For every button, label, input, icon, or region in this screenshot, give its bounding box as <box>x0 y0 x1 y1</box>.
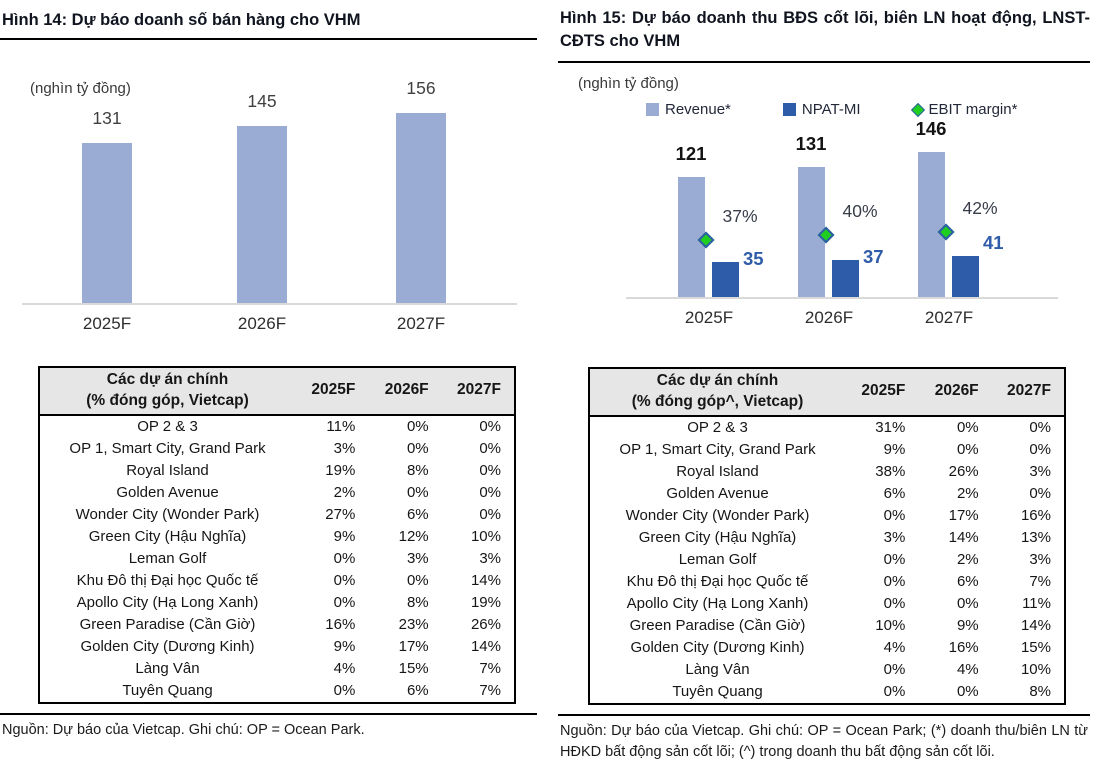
bar-group-2027F <box>879 63 1019 327</box>
table-row <box>39 482 515 504</box>
ebit-margin-label: 37% <box>722 206 758 226</box>
value-cell: 10% <box>1020 661 1051 678</box>
footer-rule <box>558 714 1090 716</box>
legend-label: EBIT margin* <box>928 101 1018 118</box>
table-row <box>39 526 515 548</box>
value-cell: 16% <box>325 616 356 633</box>
project-cell: Green City (Hậu Nghĩa) <box>638 529 797 546</box>
figure-14 <box>0 0 537 780</box>
npat-bar <box>952 256 979 297</box>
table-row <box>589 416 1065 439</box>
project-cell: Golden City (Dương Kinh) <box>630 639 805 656</box>
project-cell: OP 2 & 3 <box>687 419 748 436</box>
ebit-margin-label: 40% <box>842 201 878 221</box>
project-cell: Làng Vân <box>685 661 750 678</box>
table-body <box>589 416 1065 704</box>
value-cell: 10% <box>875 617 906 634</box>
header-line1: Các dự án chính <box>106 371 229 388</box>
value-cell: 31% <box>875 419 906 436</box>
project-cell: Golden Avenue <box>666 485 769 502</box>
sales-bar <box>82 143 132 303</box>
revenue-value-label: 146 <box>915 118 947 139</box>
axis-unit-label: (nghìn tỷ đồng) <box>578 75 679 92</box>
table-row <box>39 636 515 658</box>
value-cell: 3% <box>479 550 501 567</box>
project-cell: Leman Golf <box>678 551 757 568</box>
table-row <box>589 483 1065 505</box>
year-column-header: 2027F <box>992 368 1065 416</box>
value-cell: 0% <box>406 484 429 501</box>
x-axis-label: 2026F <box>237 314 287 333</box>
project-cell: Tuyên Quang <box>122 682 213 699</box>
value-cell: 0% <box>406 572 429 589</box>
table-row <box>39 658 515 680</box>
table-header-row <box>589 368 1065 416</box>
table-row <box>39 614 515 636</box>
value-cell: 16% <box>1020 507 1051 524</box>
npat-bar <box>832 260 859 297</box>
value-cell: 6% <box>956 573 979 590</box>
year-column-header: 2027F <box>442 367 515 415</box>
value-cell: 19% <box>325 462 356 479</box>
value-cell: 0% <box>1029 441 1051 458</box>
revenue-bar <box>918 152 945 297</box>
project-cell: Khu Đô thị Đại học Quốc tế <box>76 572 259 589</box>
value-cell: 26% <box>948 463 979 480</box>
project-cell: Wonder City (Wonder Park) <box>625 507 810 524</box>
project-cell: Green City (Hậu Nghĩa) <box>88 528 247 545</box>
source-note: Nguồn: Dự báo của Vietcap. Ghi chú: OP = Ocean Park; (*) doanh thu/biên LN từ HĐKD bất động sản cốt lõi; (^) trong doanh thu bất động sản cốt lõi. <box>560 723 1088 760</box>
value-cell: 10% <box>470 528 501 545</box>
value-cell: 3% <box>1029 463 1051 480</box>
value-cell: 0% <box>956 595 979 612</box>
value-cell: 6% <box>406 506 429 523</box>
source-note: Nguồn: Dự báo của Vietcap. Ghi chú: OP = Ocean Park. <box>2 722 365 738</box>
project-column-header <box>589 368 845 416</box>
value-cell: 0% <box>333 682 356 699</box>
value-cell: 7% <box>479 660 501 677</box>
value-cell: 0% <box>1029 419 1051 436</box>
value-cell: 4% <box>883 639 906 656</box>
x-axis-label: 2027F <box>924 308 974 327</box>
project-column-header <box>39 367 295 415</box>
revenue-value-label: 131 <box>795 133 827 154</box>
project-cell: Green Paradise (Cần Giờ) <box>79 616 256 633</box>
figure-14-plot-area <box>22 40 517 333</box>
table-row <box>589 505 1065 527</box>
year-column-header: 2026F <box>368 367 441 415</box>
table-header-row <box>39 367 515 415</box>
project-cell: OP 2 & 3 <box>137 418 198 435</box>
value-cell: 0% <box>956 419 979 436</box>
table-row <box>39 570 515 592</box>
project-cell: Leman Golf <box>128 550 207 567</box>
npat-value-label: 35 <box>743 248 764 269</box>
table-row <box>589 571 1065 593</box>
value-cell: 6% <box>406 682 429 699</box>
value-cell: 19% <box>470 594 501 611</box>
project-cell: Khu Đô thị Đại học Quốc tế <box>626 573 809 590</box>
project-cell: Tuyên Quang <box>672 683 763 700</box>
value-cell: 14% <box>948 529 979 546</box>
revenue-value-label: 121 <box>675 143 707 164</box>
npat-value-label: 37 <box>863 246 884 267</box>
figure-15-plot-area <box>626 63 1058 327</box>
table-row <box>589 637 1065 659</box>
figure-14-table <box>38 366 516 704</box>
project-cell: Green Paradise (Cần Giờ) <box>629 617 806 634</box>
value-cell: 0% <box>883 595 906 612</box>
value-cell: 9% <box>333 528 356 545</box>
value-cell: 15% <box>398 660 429 677</box>
value-cell: 0% <box>406 418 429 435</box>
sales-bar <box>396 113 446 303</box>
figure-14-chart <box>0 40 537 366</box>
bar-value-label: 131 <box>92 108 122 128</box>
value-cell: 0% <box>956 683 979 700</box>
project-cell: Golden Avenue <box>116 484 219 501</box>
legend-label: Revenue* <box>665 101 731 118</box>
table-row <box>589 461 1065 483</box>
table-row <box>39 680 515 703</box>
table-row <box>589 681 1065 704</box>
sales-bar <box>237 126 287 303</box>
project-cell: Royal Island <box>676 463 759 480</box>
value-cell: 11% <box>1022 595 1051 612</box>
bar-value-label: 145 <box>247 91 277 111</box>
value-cell: 8% <box>1029 683 1051 700</box>
table-head <box>39 367 515 415</box>
value-cell: 15% <box>1020 639 1051 656</box>
table-row <box>589 527 1065 549</box>
value-cell: 0% <box>479 506 501 523</box>
ebit-margin-label: 42% <box>962 198 998 218</box>
table-row <box>589 593 1065 615</box>
value-cell: 14% <box>470 638 501 655</box>
table-row <box>39 415 515 438</box>
project-cell: Apollo City (Hạ Long Xanh) <box>626 595 809 612</box>
table-head <box>589 368 1065 416</box>
bar-group-2027F <box>361 40 481 333</box>
value-cell: 14% <box>1020 617 1051 634</box>
value-cell: 0% <box>479 418 501 435</box>
header-line1: Các dự án chính <box>656 372 779 389</box>
value-cell: 0% <box>883 573 906 590</box>
x-axis-label: 2025F <box>684 308 734 327</box>
value-cell: 12% <box>398 528 429 545</box>
value-cell: 0% <box>406 440 429 457</box>
value-cell: 0% <box>883 683 906 700</box>
table-row <box>39 460 515 482</box>
value-cell: 26% <box>470 616 501 633</box>
table-row <box>39 592 515 614</box>
value-cell: 3% <box>883 529 906 546</box>
footer-rule <box>0 713 537 715</box>
table-row <box>589 659 1065 681</box>
value-cell: 0% <box>883 551 906 568</box>
figure-15 <box>558 0 1090 780</box>
value-cell: 0% <box>479 484 501 501</box>
project-cell: Royal Island <box>126 462 209 479</box>
value-cell: 9% <box>333 638 356 655</box>
value-cell: 13% <box>1020 529 1051 546</box>
value-cell: 9% <box>883 441 906 458</box>
figure-15-chart <box>558 63 1090 367</box>
value-cell: 0% <box>333 572 356 589</box>
value-cell: 3% <box>333 440 356 457</box>
value-cell: 7% <box>479 682 501 699</box>
project-cell: OP 1, Smart City, Grand Park <box>69 440 266 457</box>
value-cell: 0% <box>883 661 906 678</box>
project-cell: Apollo City (Hạ Long Xanh) <box>76 594 259 611</box>
value-cell: 17% <box>398 638 429 655</box>
x-axis-label: 2025F <box>82 314 132 333</box>
bar-group-2026F <box>202 40 322 333</box>
value-cell: 4% <box>333 660 356 677</box>
value-cell: 0% <box>333 550 356 567</box>
value-cell: 27% <box>325 506 356 523</box>
value-cell: 2% <box>956 551 979 568</box>
value-cell: 14% <box>470 572 501 589</box>
year-column-header: 2026F <box>918 368 991 416</box>
table-row <box>589 549 1065 571</box>
npat-bar <box>712 262 739 297</box>
value-cell: 8% <box>406 462 429 479</box>
value-cell: 9% <box>956 617 979 634</box>
value-cell: 3% <box>406 550 429 567</box>
figure-15-title: Hình 15: Dự báo doanh thu BĐS cốt lõi, biên LN hoạt động, LNST-CĐTS cho VHM <box>560 9 1090 50</box>
axis-unit-label: (nghìn tỷ đồng) <box>30 80 131 97</box>
table-body <box>39 415 515 703</box>
value-cell: 0% <box>479 462 501 479</box>
value-cell: 2% <box>333 484 356 501</box>
value-cell: 7% <box>1029 573 1051 590</box>
value-cell: 0% <box>333 594 356 611</box>
project-cell: Làng Vân <box>135 660 200 677</box>
value-cell: 3% <box>1029 551 1051 568</box>
header-line2: (% đóng góp, Vietcap) <box>86 391 249 409</box>
x-axis-label: 2026F <box>804 308 854 327</box>
year-column-header: 2025F <box>295 367 368 415</box>
bar-group-2025F <box>639 63 779 327</box>
figure-14-title: Hình 14: Dự báo doanh số bán hàng cho VHM <box>2 11 361 29</box>
value-cell: 16% <box>948 639 979 656</box>
year-column-header: 2025F <box>845 368 918 416</box>
bar-group-2025F <box>47 40 167 333</box>
value-cell: 38% <box>875 463 906 480</box>
value-cell: 8% <box>406 594 429 611</box>
table-row <box>589 615 1065 637</box>
value-cell: 0% <box>956 441 979 458</box>
npat-value-label: 41 <box>983 232 1004 253</box>
value-cell: 4% <box>956 661 979 678</box>
project-cell: Golden City (Dương Kinh) <box>80 638 255 655</box>
value-cell: 0% <box>479 440 501 457</box>
value-cell: 0% <box>1029 485 1051 502</box>
table-row <box>39 438 515 460</box>
project-cell: OP 1, Smart City, Grand Park <box>619 441 816 458</box>
header-line2: (% đóng góp^, Vietcap) <box>631 392 804 410</box>
bar-group-2026F <box>759 63 899 327</box>
table-row <box>589 439 1065 461</box>
bar-value-label: 156 <box>406 78 436 98</box>
value-cell: 11% <box>326 418 356 435</box>
project-cell: Wonder City (Wonder Park) <box>75 506 260 523</box>
value-cell: 0% <box>883 507 906 524</box>
figure-15-table <box>588 367 1066 705</box>
value-cell: 23% <box>398 616 429 633</box>
value-cell: 17% <box>948 507 979 524</box>
value-cell: 2% <box>956 485 979 502</box>
value-cell: 6% <box>883 485 906 502</box>
table-row <box>39 548 515 570</box>
x-axis-label: 2027F <box>396 314 446 333</box>
table-row <box>39 504 515 526</box>
legend-label: NPAT-MI <box>801 101 861 118</box>
